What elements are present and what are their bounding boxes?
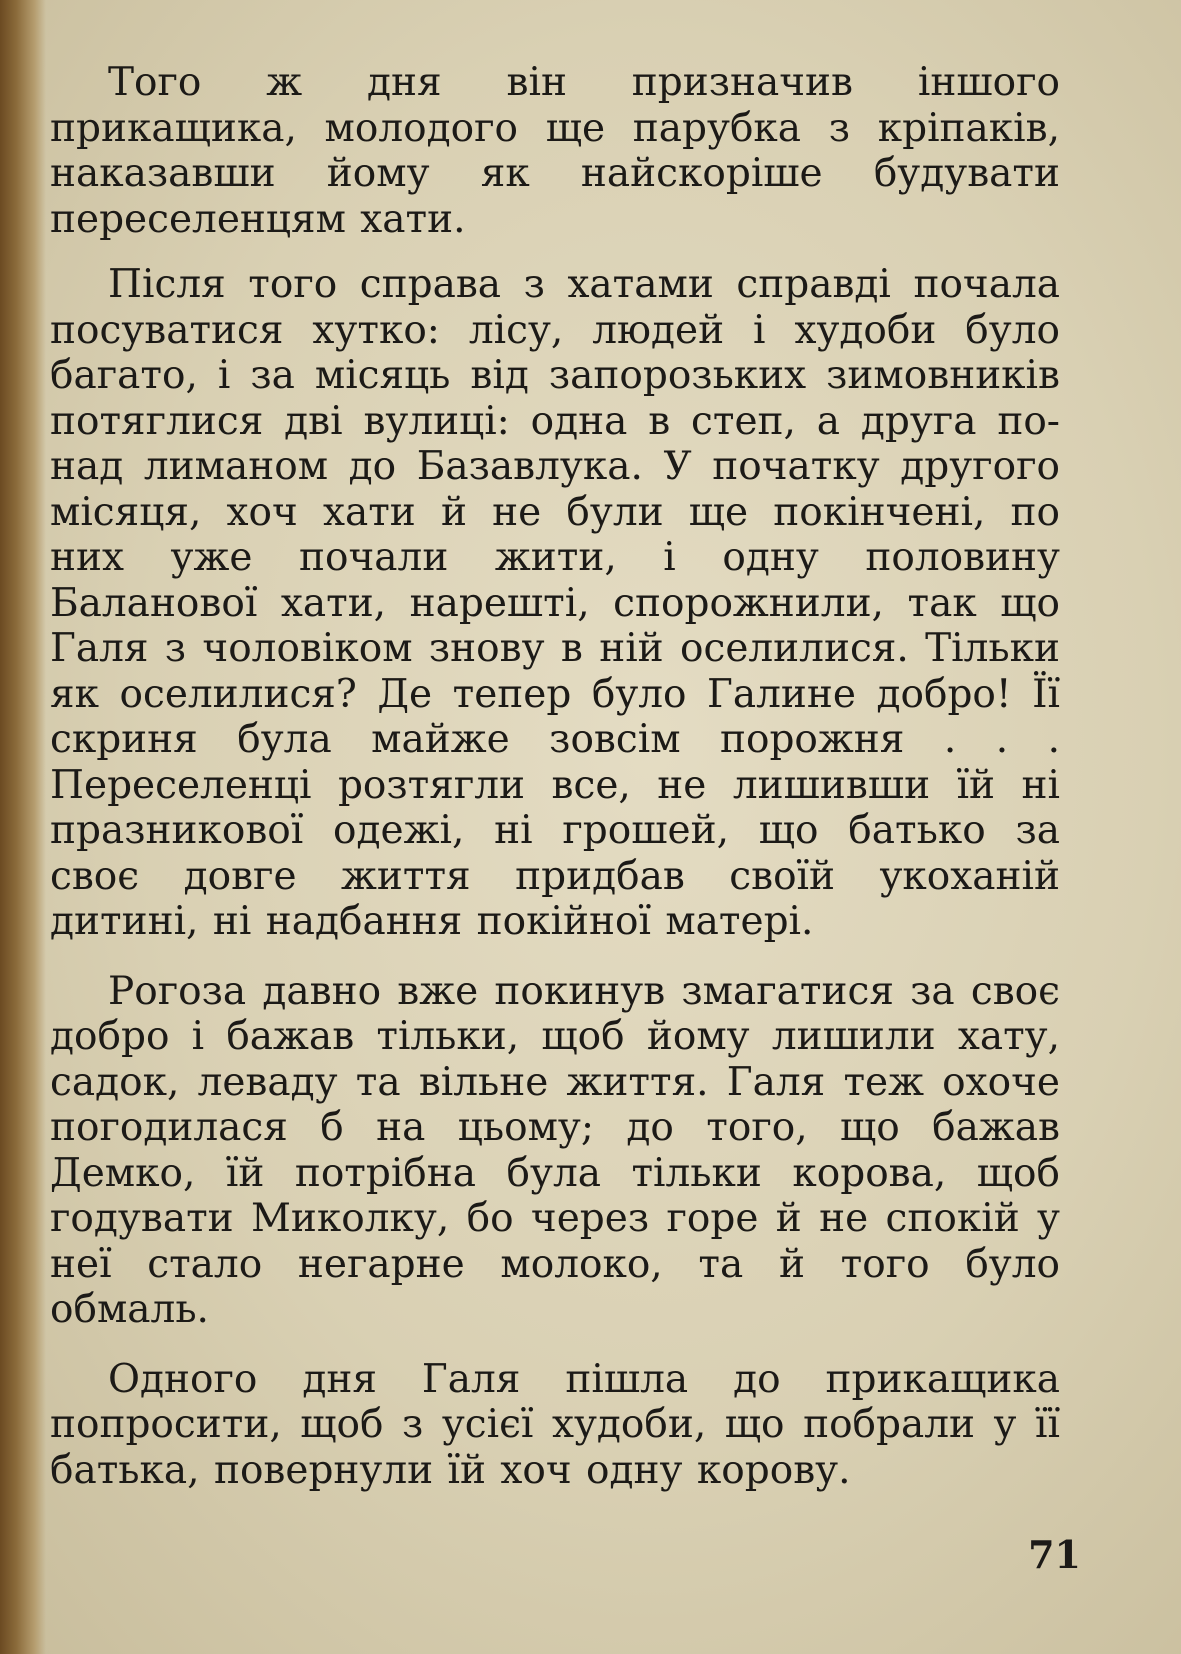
book-binding-edge: [0, 0, 46, 1654]
paragraph-2: Після того справа з хатами справді почала посуватися хутко: лісу, людей і худоби було багато, і за місяць від запорозьких зимовників потяглися дві вулиці: одна в степ, а друга по-над лиманом до Базавлука. У початку другого місяця, хоч хати й не були ще покінчені, по них уже почали жити, і одну половину Баланової хати, нарешті, спорожнили, так що Галя з чоловіком знову в ній оселилися. Тільки як оселилися? Де тепер було Галине добро! Її скриня була майже зовсім порожня . . . Переселенці розтягли все, не лишивши їй ні празникової одежі, ні грошей, що батько за своє довге життя придбав своїй укоханій дитині, ні надбання покійної матері.: [50, 262, 1060, 944]
paragraph-4: Одного дня Галя пішла до прикащика попросити, щоб з усієї худоби, що побрали у її батька, повернули їй хоч одну корову.: [50, 1356, 1060, 1493]
page-number: 71: [1028, 1532, 1081, 1577]
paragraph-1: Того ж дня він призначив іншого прикащика, молодого ще парубка з кріпаків, наказавши йому як найскоріше будувати переселенцям хати.: [50, 60, 1060, 242]
body-text: [50, 60, 1060, 1517]
paragraph-3: Рогоза давно вже покинув змагатися за своє добро і бажав тільки, щоб йому лишили хату, садок, леваду та вільне життя. Галя теж охоче погодилася б на цьому; до того, що бажав Демко, їй потрібна була тільки корова, щоб годувати Миколку, бо через горе й не спокій у неї стало негарне молоко, та й того було обмаль.: [50, 968, 1060, 1332]
